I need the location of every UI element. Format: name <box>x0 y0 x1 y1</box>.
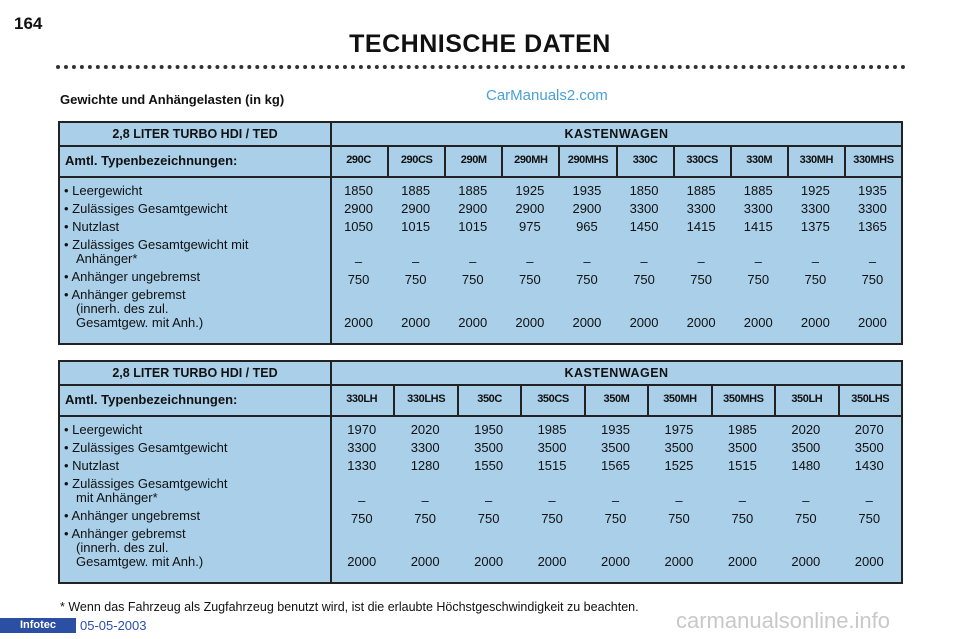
table-header-row <box>60 362 901 386</box>
table-header-row <box>60 123 901 147</box>
value-cell: 1850 <box>629 183 659 198</box>
value-cell: 2000 <box>401 315 431 330</box>
value-cell: – <box>754 254 762 269</box>
value-cell: 1365 <box>857 219 887 234</box>
row-label: Gesamtgew. mit Anh.) <box>76 315 204 330</box>
value-cell: 1885 <box>458 183 488 198</box>
category-label: KASTENWAGEN <box>564 366 669 380</box>
row-label: • Anhänger gebremst <box>64 287 186 302</box>
value-cell: 750 <box>804 272 827 287</box>
value-cell: 3300 <box>347 440 377 455</box>
row-label: mit Anhänger* <box>76 490 158 505</box>
model-code: 350CS <box>520 384 583 415</box>
value-cell: 3500 <box>664 440 694 455</box>
value-cell: 3300 <box>800 201 830 216</box>
value-cell: 3500 <box>791 440 821 455</box>
row-label: • Anhänger ungebremst <box>64 269 201 284</box>
value-cell: 1330 <box>347 458 377 473</box>
value-cell: 1050 <box>344 219 373 234</box>
model-code: 330CS <box>673 145 730 176</box>
model-code: 330C <box>616 145 673 176</box>
value-cell: 750 <box>350 511 373 526</box>
value-cell: 2000 <box>537 554 567 569</box>
model-row <box>60 145 901 178</box>
value-cell: 1885 <box>401 183 431 198</box>
value-cell: 1550 <box>474 458 504 473</box>
value-cell: 750 <box>858 511 881 526</box>
value-cell: 750 <box>633 272 655 287</box>
model-code: 350MH <box>647 384 710 415</box>
value-cell: 750 <box>477 511 500 526</box>
value-cell: 2900 <box>458 201 488 216</box>
value-cell: 3300 <box>686 201 716 216</box>
value-cell: – <box>611 493 620 508</box>
model-code: 330LH <box>346 393 378 405</box>
value-cell: 1375 <box>800 219 830 234</box>
value-cell: 1850 <box>344 183 373 198</box>
value-cell: – <box>640 254 648 269</box>
value-cell: 2000 <box>791 554 821 569</box>
value-cell: 2070 <box>854 422 884 437</box>
value-cell: 2000 <box>347 554 377 569</box>
value-cell: 1415 <box>743 219 773 234</box>
category-label: KASTENWAGEN <box>564 127 669 141</box>
model-code: 350M <box>584 384 647 415</box>
engine-label: 2,8 LITER TURBO HDI / TED <box>112 366 278 380</box>
watermark: CarManuals2.com <box>486 87 608 104</box>
value-cell: 2020 <box>410 422 440 437</box>
value-cell: 1950 <box>474 422 504 437</box>
value-cell: 2900 <box>515 201 545 216</box>
value-cell: 1925 <box>800 183 830 198</box>
value-cell: 3500 <box>537 440 567 455</box>
value-cell: 2000 <box>727 554 757 569</box>
value-cell: 2900 <box>401 201 431 216</box>
value-cell: – <box>548 493 556 508</box>
model-code: 330MHS <box>844 145 901 176</box>
value-cell: 2900 <box>344 201 373 216</box>
model-code: 290C <box>346 154 371 166</box>
value-cell: 750 <box>461 272 484 287</box>
value-cell: 1515 <box>537 458 567 473</box>
value-cell: 2000 <box>515 315 545 330</box>
model-code: 290MHS <box>558 145 615 176</box>
value-cell: 1985 <box>537 422 567 437</box>
model-code: 290MH <box>501 145 558 176</box>
value-cell: 1280 <box>410 458 440 473</box>
value-cell: 750 <box>690 272 712 287</box>
value-cell: 1015 <box>401 219 431 234</box>
model-code: 350LHS <box>838 384 901 415</box>
row-label: (innerh. des zul. <box>76 540 169 555</box>
footnote: * Wenn das Fahrzeug als Zugfahrzeug benutzt wird, ist die erlaubte Höchstgeschwindigkeit zu beachten. <box>60 600 639 614</box>
value-cell: 750 <box>731 511 754 526</box>
value-cell: – <box>697 254 705 269</box>
value-cell: 2900 <box>572 201 602 216</box>
value-cell: 975 <box>518 219 541 234</box>
value-cell: – <box>868 254 877 269</box>
row-label: • Zulässiges Gesamtgewicht mit <box>64 237 249 252</box>
value-cell: 2000 <box>474 554 504 569</box>
model-code: 290CS <box>387 145 444 176</box>
value-cell: – <box>469 254 477 269</box>
value-cell: – <box>358 493 366 508</box>
value-cell: 1935 <box>601 422 630 437</box>
value-cell: 750 <box>541 511 563 526</box>
model-code: 350LH <box>774 384 837 415</box>
engine-label: 2,8 LITER TURBO HDI / TED <box>112 127 278 141</box>
value-cell: 2000 <box>344 315 373 330</box>
print-date: 05-05-2003 <box>80 618 147 633</box>
value-cell: 1015 <box>458 219 488 234</box>
value-cell: 2000 <box>601 554 630 569</box>
value-cell: 2000 <box>572 315 602 330</box>
value-cell: 1415 <box>686 219 716 234</box>
value-cell: 750 <box>518 272 541 287</box>
value-cell: – <box>421 493 429 508</box>
row-label: • Anhänger gebremst <box>64 526 186 541</box>
site-watermark: carmanualsonline.info <box>676 608 891 633</box>
value-cell: 750 <box>861 272 884 287</box>
value-cell: 2000 <box>743 315 773 330</box>
row-label: • Anhänger ungebremst <box>64 508 201 523</box>
value-cell: – <box>412 254 420 269</box>
model-code: 350MHS <box>711 384 774 415</box>
value-cell: 3500 <box>854 440 884 455</box>
model-code: 330LHS <box>393 384 456 415</box>
model-row <box>60 384 901 417</box>
value-cell: 965 <box>576 219 598 234</box>
row-label: • Leergewicht <box>64 183 143 198</box>
value-cell: 2000 <box>458 315 488 330</box>
value-cell: 2000 <box>664 554 694 569</box>
value-cell: 1935 <box>857 183 887 198</box>
value-cell: 3300 <box>857 201 887 216</box>
value-cell: 2000 <box>686 315 716 330</box>
row-label: • Zulässiges Gesamtgewicht <box>64 476 228 491</box>
section-subtitle: Gewichte und Anhängelasten (in kg) <box>60 92 285 107</box>
value-cell: 3500 <box>727 440 757 455</box>
row-label: • Zulässiges Gesamtgewicht <box>64 440 228 455</box>
value-cell: 3300 <box>629 201 659 216</box>
value-cell: 750 <box>347 272 370 287</box>
value-cell: 750 <box>604 511 627 526</box>
value-cell: 750 <box>576 272 598 287</box>
row-label: Gesamtgew. mit Anh.) <box>76 554 204 569</box>
model-code: 290M <box>444 145 501 176</box>
value-cell: 2000 <box>410 554 440 569</box>
type-designation-label: Amtl. Typenbezeichnungen: <box>65 153 238 168</box>
row-label: • Zulässiges Gesamtgewicht <box>64 201 228 216</box>
value-cell: – <box>811 254 819 269</box>
value-cell: 2020 <box>791 422 821 437</box>
value-cell: 1525 <box>664 458 694 473</box>
value-cell: 2000 <box>854 554 884 569</box>
row-label: • Nutzlast <box>64 219 120 234</box>
value-cell: 1925 <box>515 183 545 198</box>
value-cell: – <box>865 493 873 508</box>
value-cell: 3500 <box>601 440 630 455</box>
value-cell: 2000 <box>800 315 830 330</box>
value-cell: 3300 <box>410 440 440 455</box>
row-label: Anhänger* <box>76 251 138 266</box>
value-cell: 1565 <box>601 458 630 473</box>
value-cell: 1430 <box>854 458 884 473</box>
value-cell: 1885 <box>686 183 716 198</box>
row-label: • Nutzlast <box>64 458 120 473</box>
model-code: 330M <box>730 145 787 176</box>
row-label: (innerh. des zul. <box>76 301 169 316</box>
value-cell: – <box>738 493 746 508</box>
value-cell: 1450 <box>629 219 659 234</box>
value-cell: 1515 <box>727 458 757 473</box>
value-cell: 750 <box>794 511 817 526</box>
value-cell: 3300 <box>743 201 773 216</box>
value-cell: 2000 <box>857 315 887 330</box>
value-cell: – <box>484 493 493 508</box>
value-cell: – <box>526 254 534 269</box>
dotted-divider <box>56 65 906 69</box>
value-cell: 1480 <box>791 458 821 473</box>
value-cell: 3500 <box>474 440 504 455</box>
value-cell: – <box>354 254 363 269</box>
row-label: • Leergewicht <box>64 422 143 437</box>
value-cell: 2000 <box>629 315 659 330</box>
type-designation-label: Amtl. Typenbezeichnungen: <box>65 392 238 407</box>
brand-logo: Infotec <box>0 618 76 633</box>
value-cell: 750 <box>414 511 436 526</box>
value-cell: – <box>802 493 810 508</box>
value-cell: 1935 <box>572 183 602 198</box>
weights-table-2 <box>58 360 903 584</box>
value-cell: – <box>675 493 683 508</box>
weights-table-1 <box>58 121 903 345</box>
value-cell: 750 <box>404 272 427 287</box>
page-number: 164 <box>14 14 43 33</box>
value-cell: 1985 <box>727 422 757 437</box>
value-cell: 750 <box>747 272 770 287</box>
value-cell: 1885 <box>743 183 773 198</box>
value-cell: 750 <box>668 511 690 526</box>
model-code: 350C <box>457 384 520 415</box>
model-code: 330MH <box>787 145 844 176</box>
value-cell: 1970 <box>347 422 377 437</box>
value-cell: – <box>583 254 591 269</box>
page-title: TECHNISCHE DATEN <box>349 30 611 58</box>
value-cell: 1975 <box>664 422 694 437</box>
